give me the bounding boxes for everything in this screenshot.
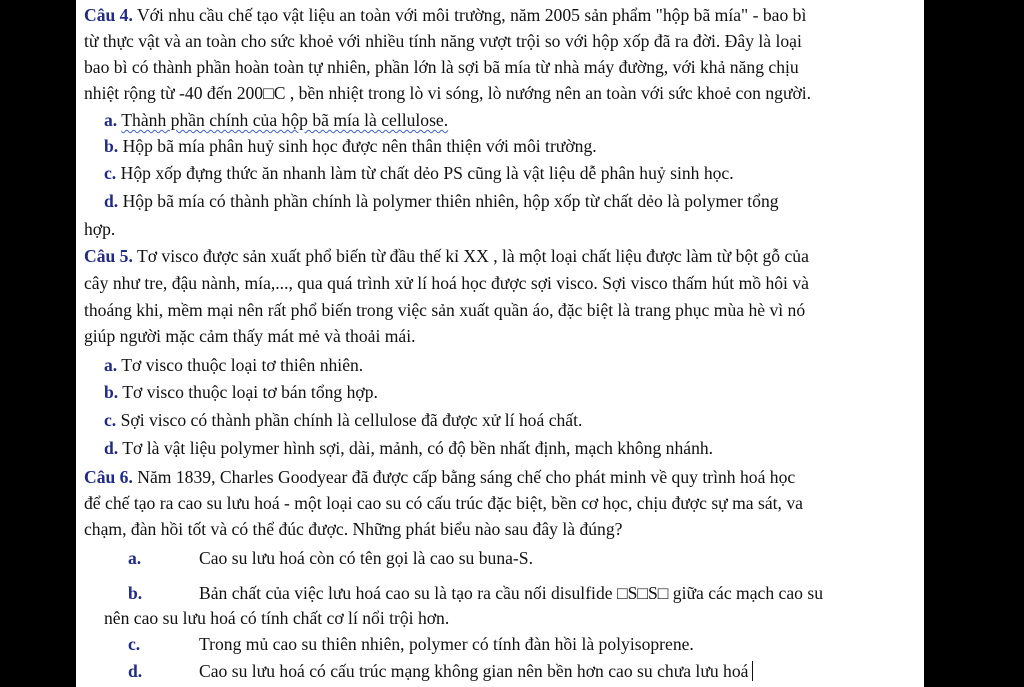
q4-option-a: a. Thành phần chính của hộp bã mía là cellulose. xyxy=(104,110,449,130)
q6-line-1: Câu 6. Năm 1839, Charles Goodyear đã được cấp bằng sáng chế cho phát minh về quy trình hoá học xyxy=(84,467,796,487)
q5-line-2: cây như tre, đậu nành, mía,..., qua quá trình xử lí hoá học được sợi visco. Sợi visco thấm hút mồ hôi và xyxy=(84,273,809,293)
q5-option-b: b. Tơ visco thuộc loại tơ bán tổng hợp. xyxy=(104,382,378,402)
q5-label: Câu 5. xyxy=(84,246,133,266)
q4-option-b: b. Hộp bã mía phân huỷ sinh học được nên thân thiện với môi trường. xyxy=(104,136,597,156)
q6-line-2: để chế tạo ra cao su lưu hoá - một loại cao su có cấu trúc đặc biệt, bền cơ học, chịu được sự ma sát, va xyxy=(84,493,803,513)
q6-label: Câu 6. xyxy=(84,467,133,487)
q5-line-3: thoáng khi, mềm mại nên rất phổ biến trong việc sản xuất quần áo, đặc biệt là trang phục mùa hè vì nó xyxy=(84,300,806,320)
q4-line-1: Câu 4. Với nhu cầu chế tạo vật liệu an toàn với môi trường, năm 2005 sản phẩm "hộp bã mía" - bao bì xyxy=(84,5,807,25)
q5-option-d: d. Tơ là vật liệu polymer hình sợi, dài, mảnh, có độ bền nhất định, mạch không nhánh. xyxy=(104,438,714,458)
q4-option-c: c. Hộp xốp đựng thức ăn nhanh làm từ chất dẻo PS cũng là vật liệu dễ phân huỷ sinh học. xyxy=(104,163,734,183)
q5-option-a: a. Tơ visco thuộc loại tơ thiên nhiên. xyxy=(104,355,364,375)
q4-label: Câu 4. xyxy=(84,5,133,25)
q5-option-c: c. Sợi visco có thành phần chính là cellulose đã được xử lí hoá chất. xyxy=(104,410,583,430)
q4-option-d-cont: hợp. xyxy=(84,219,116,239)
q4-option-d: d. Hộp bã mía có thành phần chính là polymer thiên nhiên, hộp xốp từ chất dẻo là polymer tổng xyxy=(104,191,779,211)
q4-line-4: nhiệt rộng từ -40 đến 200□C , bền nhiệt trong lò vi sóng, lò nướng nên an toàn với sức khoẻ con người. xyxy=(84,83,812,103)
q5-line-4: giúp người mặc cảm thấy mát mẻ và thoải mái. xyxy=(84,326,416,346)
q4-line-2: từ thực vật và an toàn cho sức khoẻ với nhiều tính năng vượt trội so với hộp xốp đã ra đời. Đây là loại xyxy=(84,31,802,51)
q6-line-3: chạm, đàn hồi tốt và có thể đúc được. Những phát biểu nào sau đây là đúng? xyxy=(84,519,623,539)
q5-line-1: Câu 5. Tơ visco được sản xuất phổ biến từ đầu thế kỉ XX , là một loại chất liệu được làm từ bột gỗ của xyxy=(84,246,809,266)
document-page: Câu 4. Với nhu cầu chế tạo vật liệu an toàn với môi trường, năm 2005 sản phẩm "hộp bã mía" - bao bì từ thực vật và an toàn cho sức khoẻ với nhiều tính năng vượt trội so với hộp xốp đã ra đời. Đây là loại bao bì có thành phần hoàn toàn tự nhiên, phần lớn là sợi bã mía từ nhà máy đường, với khả năng chịu nhiệt rộng từ -40 đến 200□C , bền nhiệt trong lò vi sóng, lò nướng nên an toàn với sức khoẻ con người. a. Thành phần chính của hộp bã mía là cellulose. b. Hộp bã mía phân huỷ sinh học được nên thân thiện với môi trường. c. Hộp xốp đựng thức ăn nhanh làm từ chất dẻo PS cũng là vật liệu dễ phân huỷ sinh học. d. Hộp bã mía có thành phần chính là polymer thiên nhiên, hộp xốp từ chất dẻo là polymer tổng hợp. Câu 5. Tơ visco được sản xuất phổ biến từ đầu thế kỉ XX , là một loại chất liệu được làm từ bột gỗ của cây như tre, đậu nành, mía,..., qua quá trình xử lí hoá học được sợi visco. Sợi visco thấm hút mồ hôi và thoáng khi, mềm mại nên rất phổ biến trong việc sản xuất quần áo, đặc biệt là trang phục mùa hè vì nó giúp người mặc cảm thấy mát mẻ và thoải mái. a. Tơ visco thuộc loại tơ thiên nhiên. b. Tơ visco thuộc loại tơ bán tổng hợp. c. Sợi visco có thành phần chính là cellulose đã được xử lí hoá chất. d. Tơ là vật liệu polymer hình sợi, dài, mảnh, có độ bền nhất định, mạch không nhánh. Câu 6. Năm 1839, Charles Goodyear đã được cấp bằng sáng chế cho phát minh về quy trình hoá học để chế tạo ra cao su lưu hoá - một loại cao su có cấu trúc đặc biệt, bền cơ học, chịu được sự ma sát, va chạm, đàn hồi tốt và có thể đúc được. Những phát biểu nào sau đây là đúng? a. Cao su lưu hoá còn có tên gọi là cao su buna-S. b. Bản chất của việc lưu hoá cao su là tạo ra cầu nối disulfide □S□S□ giữa các mạch cao su nên cao su lưu hoá có tính chất cơ lí nổi trội hơn. c. Trong mủ cao su thiên nhiên, polymer có tính đàn hồi là polyisoprene. d. Cao su lưu hoá có cấu trúc mạng không gian nên bền hơn cao su chưa lưu hoá xyxy=(76,0,924,687)
q4-line-3: bao bì có thành phần hoàn toàn tự nhiên, phần lớn là sợi bã mía từ nhà máy đường, với khả năng chịu xyxy=(84,57,799,77)
q6-option-b-cont: nên cao su lưu hoá có tính chất cơ lí nổi trội hơn. xyxy=(104,608,450,628)
text-cursor xyxy=(752,661,753,681)
